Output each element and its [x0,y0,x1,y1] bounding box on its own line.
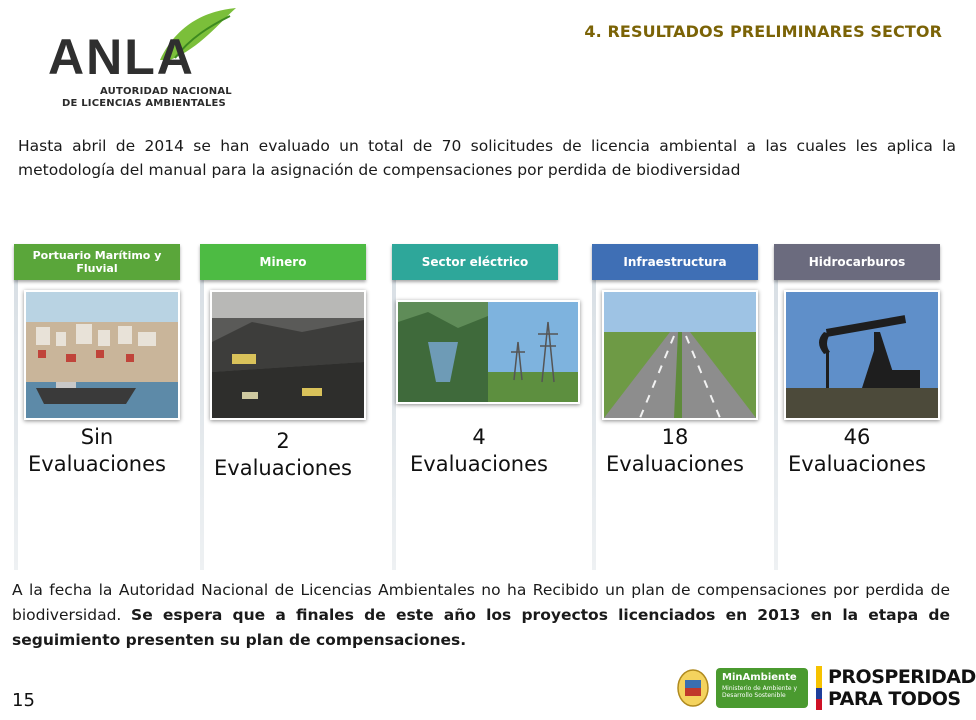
mining-photo [210,290,366,420]
result-count: 46 [843,425,871,449]
anla-wordmark: ANLA [48,29,195,85]
sector-result-hidrocarburos [774,424,940,478]
result-label: Evaluaciones [214,456,352,480]
result-label: Evaluaciones [410,452,548,476]
colombia-seal-icon [676,668,710,708]
column-rule [14,244,18,570]
logo-line-2: DE LICENCIAS AMBIENTALES [62,98,226,109]
minambiente-logo [716,668,808,708]
logo-line-1: AUTORIDAD NACIONAL [100,86,232,97]
result-count: 18 [661,425,689,449]
slogan-line-2: PARA TODOS [828,688,961,710]
slogan-line-1: PROSPERIDAD [828,666,976,688]
sector-header-minero: Minero [200,244,366,280]
sector-column-minero [200,244,366,570]
sector-header-electrico: Sector eléctrico [392,244,558,280]
port-photo [24,290,180,420]
sector-header-hidrocarburos: Hidrocarburos [774,244,940,280]
anla-logo [40,8,240,108]
highway-photo [602,290,758,420]
result-count: 2 [276,429,290,453]
sector-column-infraestructura [592,244,758,570]
sector-column-electrico [392,244,558,570]
intro-paragraph: Hasta abril de 2014 se han evaluado un total de 70 solicitudes de licencia ambiental a las cuales les aplica la metodología del manual para la asignación de compensaciones por perdida de biodiversidad [18,137,956,179]
column-rule [774,244,778,570]
sector-result-electrico [396,424,562,478]
sector-result-portuario [14,424,180,478]
result-label: Evaluaciones [788,452,926,476]
closing-normal-text: A la fecha la Autoridad Nacional de Licencias Ambientales no ha Recibido un plan de compensaciones por perdida de biodiversidad. [12,581,950,624]
sector-header-portuario: Portuario Marítimo y Fluvial [14,244,180,280]
column-rule [200,244,204,570]
column-rule [392,244,396,570]
closing-paragraph [12,578,950,653]
result-label: Evaluaciones [606,452,744,476]
section-title: 4. RESULTADOS PRELIMINARES SECTOR [584,22,942,41]
sector-header-infraestructura: Infraestructura [592,244,758,280]
sector-column-portuario [14,244,180,570]
anla-leaf-logo-graphic [40,8,240,88]
result-label: Evaluaciones [28,452,166,476]
electric-photo [396,300,580,404]
footer-logos [672,664,976,714]
column-rule [592,244,596,570]
result-count: 4 [472,425,486,449]
oil-pump-photo [784,290,940,420]
sector-result-minero [200,428,366,482]
sector-column-hidrocarburos [774,244,940,570]
ministry-name: MinAmbiente [722,672,797,683]
page-number: 15 [12,690,35,711]
result-count: Sin [80,425,114,449]
colombia-flag-stripe [816,666,822,710]
prosperidad-logo [828,666,976,710]
sector-result-infraestructura [592,424,758,478]
ministry-subtitle: Ministerio de Ambiente y Desarrollo Sostenible [722,685,798,699]
closing-bold-text: Se espera que a finales de este año los proyectos licenciados en 2013 en la etapa de seguimiento presenten su plan de compensaciones. [12,606,950,649]
